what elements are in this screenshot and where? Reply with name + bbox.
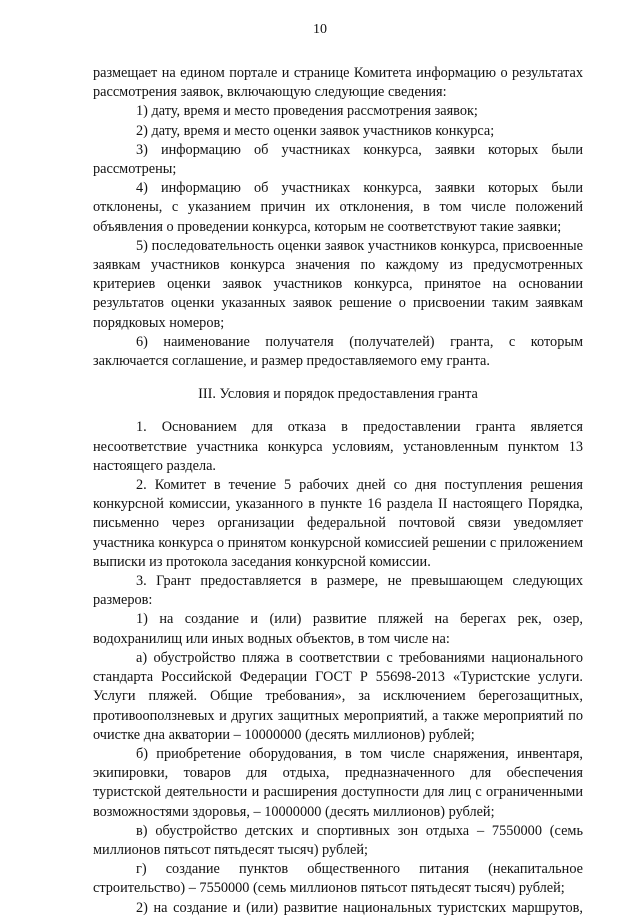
paragraph: 2) на создание и (или) развитие национальных туристских маршрутов,: [136, 899, 583, 916]
paragraph: 2. Комитет в течение 5 рабочих дней со дня поступления решения конкурсной комиссии, указанного в пункте 16 раздела II настоящего Порядка, письменно через организации федеральной почтовой связи уведомляет участника конкурса о принятом конкурсной комиссией решении с приложением выписки из протокола заседания конкурсной комиссии.: [93, 477, 583, 570]
paragraph: 1) дату, время и место проведения рассмотрения заявок;: [136, 103, 478, 120]
paragraph: 6) наименование получателя (получателей) гранта, с которым заключается соглашение, и размер предоставляемого ему гранта.: [93, 333, 583, 370]
section-title: III. Условия и порядок предоставления гранта: [198, 386, 478, 403]
paragraph: 4) информацию об участниках конкурса, заявки которых были отклонены, с указанием причин их отклонения, в том числе положений объявления о проведении конкурса, которым не соответствуют такие заявки;: [93, 180, 583, 235]
grant-conditions-paragraphs: [93, 418, 583, 917]
results-info-paragraphs: [93, 64, 583, 371]
paragraph: а) обустройство пляжа в соответствии с требованиями национального стандарта Российской Федерации ГОСТ Р 55698-2013 «Туристские услуги. Услуги пляжей. Общие требования», за исключением берегозащитных, противооползневых и других защитных мероприятий, а также мероприятий по очистке дна акватории – 10000000 (десять миллионов) рублей;: [93, 649, 583, 743]
paragraph: б) приобретение оборудования, в том числе снаряжения, инвентаря, экипировки, товаров для отдыха, предназначенного для обеспечения туристской деятельности и расширения доступности для лиц с ограниченными возможностями здоровья, – 10000000 (десять миллионов) рублей;: [93, 745, 583, 820]
paragraph: г) создание пунктов общественного питания (некапитальное строительство) – 7550000 (семь миллионов пятьсот пятьдесят тысяч) рублей;: [93, 861, 583, 897]
page-number: 10: [313, 22, 327, 37]
paragraph: 5) последовательность оценки заявок участников конкурса, присвоенные заявкам участников конкурса значения по каждому из предусмотренных критериев оценки заявок участников конкурса, принятое на основании результатов оценки указанных заявок решение о присвоении таким заявкам порядковых номеров;: [93, 237, 583, 331]
paragraph: 2) дату, время и место оценки заявок участников конкурса;: [136, 122, 495, 139]
paragraph: 1) на создание и (или) развитие пляжей на берегах рек, озер, водохранилищ или иных водных объектов, в том числе на:: [93, 611, 583, 647]
paragraph: размещает на едином портале и странице Комитета информацию о результатах рассмотрения заявок, включающую следующие сведения:: [93, 65, 583, 101]
paragraph: 3) информацию об участниках конкурса, заявки которых были рассмотрены;: [93, 141, 583, 178]
paragraph: в) обустройство детских и спортивных зон отдыха – 7550000 (семь миллионов пятьсот пятьдесят тысяч) рублей;: [93, 822, 583, 858]
document-body: [93, 64, 583, 918]
paragraph: 3. Грант предоставляется в размере, не превышающем следующих размеров:: [93, 573, 583, 609]
paragraph: 1. Основанием для отказа в предоставлении гранта является несоответствие участника конкурса условиям, установленным пунктом 13 настоящего раздела.: [93, 419, 583, 474]
